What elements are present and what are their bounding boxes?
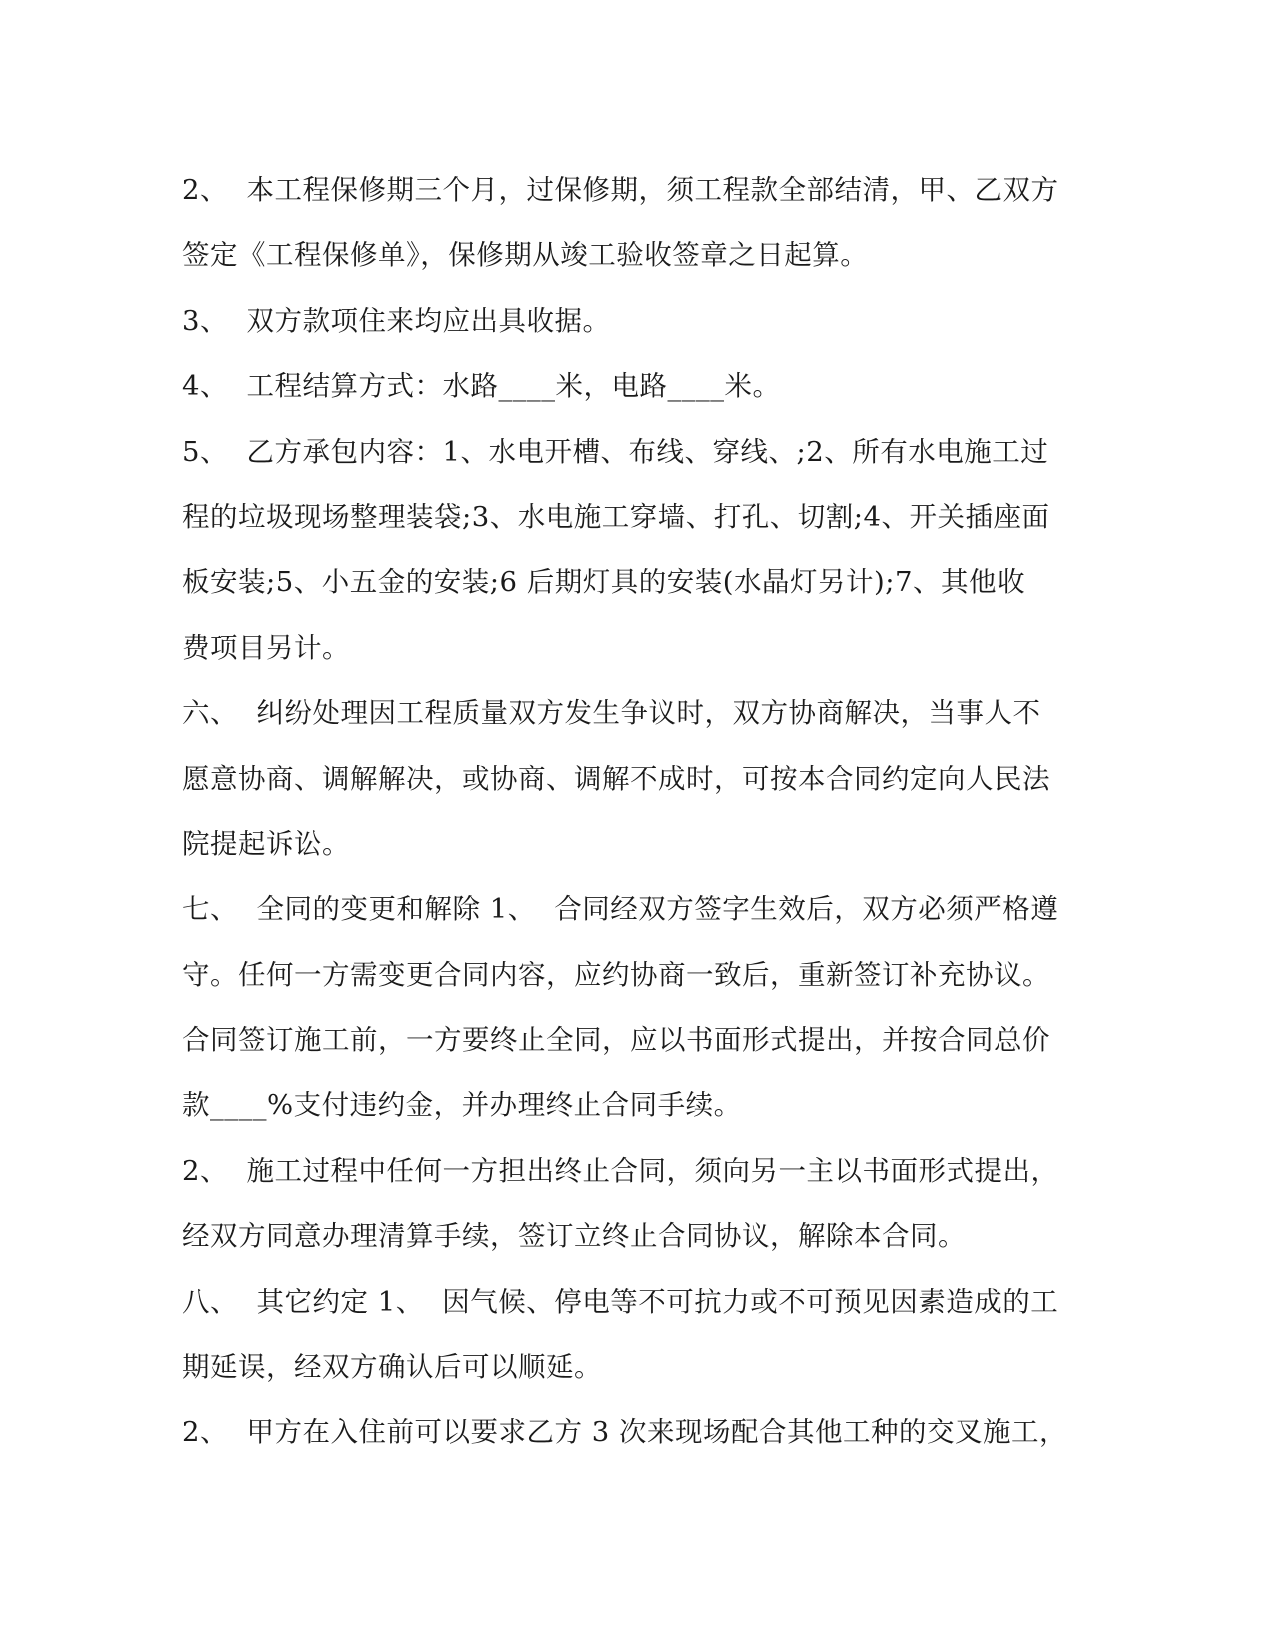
text-line: 2、 施工过程中任何一方担出终止合同，须向另一主以书面形式提出， [182,1154,1059,1187]
text-line: 愿意协商、调解解决，或协商、调解不成时，可按本合同约定向人民法 [182,762,1050,795]
text-line: 3、 双方款项住来均应出具收据。 [182,304,611,337]
text-line: 合同签订施工前，一方要终止全同，应以书面形式提出，并按合同总价 [182,1024,1050,1057]
text-line: 八、 其它约定 1、 因气候、停电等不可抗力或不可预见因素造成的工 [182,1285,1059,1318]
text-line: 板安装;5、小五金的安装;6 后期灯具的安装(水晶灯另计);7、其他收 [182,566,1025,599]
text-line: 2、 甲方在入住前可以要求乙方 3 次来现场配合其他工种的交叉施工， [182,1416,1067,1449]
text-line: 签定《工程保修单》，保修期从竣工验收签章之日起算。 [182,239,869,272]
text-line: 4、 工程结算方式：水路____米，电路____米。 [182,370,781,403]
text-line: 期延误，经双方确认后可以顺延。 [182,1351,602,1384]
text-line: 款____%支付违约金，并办理终止合同手续。 [182,1089,742,1122]
text-line: 六、 纠纷处理因工程质量双方发生争议时，双方协商解决，当事人不 [182,697,1041,730]
text-line: 七、 全同的变更和解除 1、 合同经双方签字生效后，双方必须严格遵 [182,893,1059,926]
contract-text [182,158,1102,1466]
text-line: 院提起诉讼。 [182,827,350,860]
text-line: 程的垃圾现场整理装袋;3、水电施工穿墙、打孔、切割;4、开关插座面 [182,500,1050,533]
text-line: 2、 本工程保修期三个月，过保修期，须工程款全部结清，甲、乙双方 [182,174,1059,206]
text-line: 费项目另计。 [182,631,350,664]
text-line: 经双方同意办理清算手续，签订立终止合同协议，解除本合同。 [182,1220,966,1253]
text-line: 守。任何一方需变更合同内容，应约协商一致后，重新签订补充协议。 [182,958,1050,991]
text-line: 5、 乙方承包内容：1、水电开槽、布线、穿线、;2、所有水电施工过 [182,435,1049,468]
